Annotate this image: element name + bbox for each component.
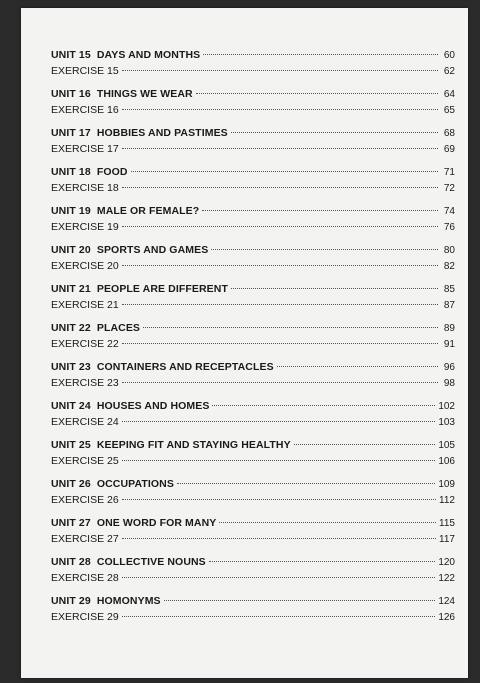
toc-entry [51,165,455,196]
unit-page-number: 109 [438,479,455,490]
unit-number: UNIT 24 [51,400,91,412]
unit-heading [51,360,274,376]
toc-unit-line [51,516,455,532]
table-of-contents [51,48,455,633]
toc-unit-line [51,438,455,454]
exercise-page-number: 117 [439,533,455,545]
dot-leader [196,93,438,94]
unit-number: UNIT 17 [51,127,91,139]
dot-leader [294,444,436,445]
toc-exercise-line [51,64,455,80]
unit-title: COLLECTIVE NOUNS [96,556,206,568]
dot-leader [122,421,436,422]
exercise-page-number: 72 [443,182,455,194]
dot-leader [122,538,436,539]
dot-leader [122,187,438,188]
dot-leader [122,382,438,383]
toc-exercise-line [51,142,455,158]
toc-unit-line [51,555,455,571]
exercise-label: EXERCISE 21 [51,298,119,311]
unit-page-number: 105 [438,440,455,451]
unit-title: HOMONYMS [96,595,161,607]
toc-exercise-line [51,454,455,470]
exercise-label: EXERCISE 23 [51,376,119,389]
toc-unit-line [51,165,455,181]
exercise-page-number: 62 [443,65,455,77]
unit-number: UNIT 29 [51,595,91,607]
dot-leader [122,499,436,500]
toc-exercise-line [51,103,455,119]
unit-page-number: 68 [443,128,455,139]
unit-heading [51,165,128,181]
dot-leader [211,249,438,250]
unit-title: ONE WORD FOR MANY [96,517,217,529]
toc-unit-line [51,360,455,376]
unit-heading [51,87,193,103]
toc-unit-line [51,126,455,142]
unit-heading [51,438,291,454]
exercise-label: EXERCISE 19 [51,220,119,233]
unit-page-number: 60 [443,50,455,61]
unit-heading [51,594,161,610]
exercise-page-number: 91 [443,338,455,350]
toc-unit-line [51,204,455,220]
unit-heading [51,516,216,532]
exercise-page-number: 112 [439,494,455,506]
exercise-page-number: 103 [438,416,455,428]
dot-leader [164,600,436,601]
toc-exercise-line [51,181,455,197]
unit-page-number: 71 [443,167,455,178]
unit-title: THINGS WE WEAR [96,88,193,100]
unit-title: SPORTS AND GAMES [96,244,209,256]
exercise-label: EXERCISE 24 [51,415,119,428]
toc-unit-line [51,48,455,64]
unit-number: UNIT 15 [51,49,91,61]
toc-entry [51,555,455,586]
exercise-label: EXERCISE 26 [51,493,119,506]
toc-exercise-line [51,376,455,392]
exercise-page-number: 76 [443,221,455,233]
exercise-label: EXERCISE 25 [51,454,119,467]
exercise-label: EXERCISE 29 [51,610,119,623]
toc-exercise-line [51,493,455,509]
exercise-page-number: 69 [443,143,455,155]
dot-leader [122,616,436,617]
toc-entry [51,282,455,313]
toc-entry [51,516,455,547]
unit-title: PEOPLE ARE DIFFERENT [96,283,228,295]
unit-title: PLACES [96,322,141,334]
exercise-page-number: 82 [443,260,455,272]
unit-number: UNIT 22 [51,322,91,334]
toc-unit-line [51,243,455,259]
toc-exercise-line [51,415,455,431]
unit-heading [51,321,140,337]
unit-page-number: 85 [443,284,455,295]
toc-unit-line [51,594,455,610]
exercise-label: EXERCISE 27 [51,532,119,545]
toc-unit-line [51,399,455,415]
unit-number: UNIT 25 [51,439,91,451]
toc-entry [51,48,455,79]
unit-number: UNIT 27 [51,517,91,529]
unit-page-number: 89 [443,323,455,334]
dot-leader [131,171,438,172]
unit-title: CONTAINERS AND RECEPTACLES [96,361,274,373]
unit-number: UNIT 23 [51,361,91,373]
dot-leader [122,70,438,71]
dot-leader [122,577,436,578]
dot-leader [209,561,436,562]
toc-entry [51,438,455,469]
toc-exercise-line [51,298,455,314]
toc-exercise-line [51,532,455,548]
unit-page-number: 120 [438,557,455,568]
book-page [21,8,468,678]
unit-heading [51,282,228,298]
dot-leader [231,132,438,133]
toc-entry [51,321,455,352]
unit-number: UNIT 28 [51,556,91,568]
toc-entry [51,204,455,235]
exercise-label: EXERCISE 18 [51,181,119,194]
dot-leader [212,405,435,406]
toc-entry [51,243,455,274]
exercise-page-number: 122 [438,572,455,584]
dot-leader [122,460,436,461]
dot-leader [122,226,438,227]
unit-page-number: 124 [438,596,455,607]
dot-leader [143,327,438,328]
unit-title: HOBBIES AND PASTIMES [96,127,228,139]
toc-entry [51,360,455,391]
exercise-page-number: 65 [443,104,455,116]
toc-exercise-line [51,571,455,587]
unit-heading [51,555,206,571]
unit-number: UNIT 18 [51,166,91,178]
unit-page-number: 74 [443,206,455,217]
toc-unit-line [51,87,455,103]
unit-title: MALE OR FEMALE? [96,205,200,217]
dot-leader [202,210,438,211]
dot-leader [177,483,435,484]
dot-leader [122,148,438,149]
toc-exercise-line [51,337,455,353]
unit-number: UNIT 26 [51,478,91,490]
exercise-label: EXERCISE 16 [51,103,119,116]
toc-unit-line [51,477,455,493]
unit-page-number: 80 [443,245,455,256]
exercise-label: EXERCISE 17 [51,142,119,155]
toc-unit-line [51,321,455,337]
dot-leader [122,265,438,266]
exercise-label: EXERCISE 28 [51,571,119,584]
dot-leader [203,54,438,55]
unit-title: FOOD [96,166,128,178]
toc-entry [51,87,455,118]
unit-heading [51,243,208,259]
unit-page-number: 115 [439,518,455,529]
toc-entry [51,399,455,430]
toc-exercise-line [51,259,455,275]
unit-heading [51,48,200,64]
unit-heading [51,204,199,220]
toc-entry [51,594,455,625]
toc-unit-line [51,282,455,298]
toc-entry [51,477,455,508]
toc-entry [51,126,455,157]
exercise-page-number: 126 [438,611,455,623]
unit-number: UNIT 20 [51,244,91,256]
unit-page-number: 96 [443,362,455,373]
unit-page-number: 102 [438,401,455,412]
dot-leader [122,343,438,344]
unit-title: HOUSES AND HOMES [96,400,210,412]
dot-leader [277,366,438,367]
unit-heading [51,126,228,142]
unit-number: UNIT 16 [51,88,91,100]
toc-exercise-line [51,610,455,626]
unit-page-number: 64 [443,89,455,100]
unit-number: UNIT 19 [51,205,91,217]
unit-title: DAYS AND MONTHS [96,49,201,61]
unit-number: UNIT 21 [51,283,91,295]
unit-heading [51,399,209,415]
dot-leader [219,522,436,523]
unit-heading [51,477,174,493]
exercise-label: EXERCISE 22 [51,337,119,350]
dot-leader [231,288,438,289]
unit-title: OCCUPATIONS [96,478,174,490]
exercise-page-number: 98 [443,377,455,389]
exercise-page-number: 87 [443,299,455,311]
toc-exercise-line [51,220,455,236]
unit-title: KEEPING FIT AND STAYING HEALTHY [96,439,291,451]
exercise-page-number: 106 [438,455,455,467]
dot-leader [122,109,438,110]
exercise-label: EXERCISE 15 [51,64,119,77]
exercise-label: EXERCISE 20 [51,259,119,272]
dot-leader [122,304,438,305]
